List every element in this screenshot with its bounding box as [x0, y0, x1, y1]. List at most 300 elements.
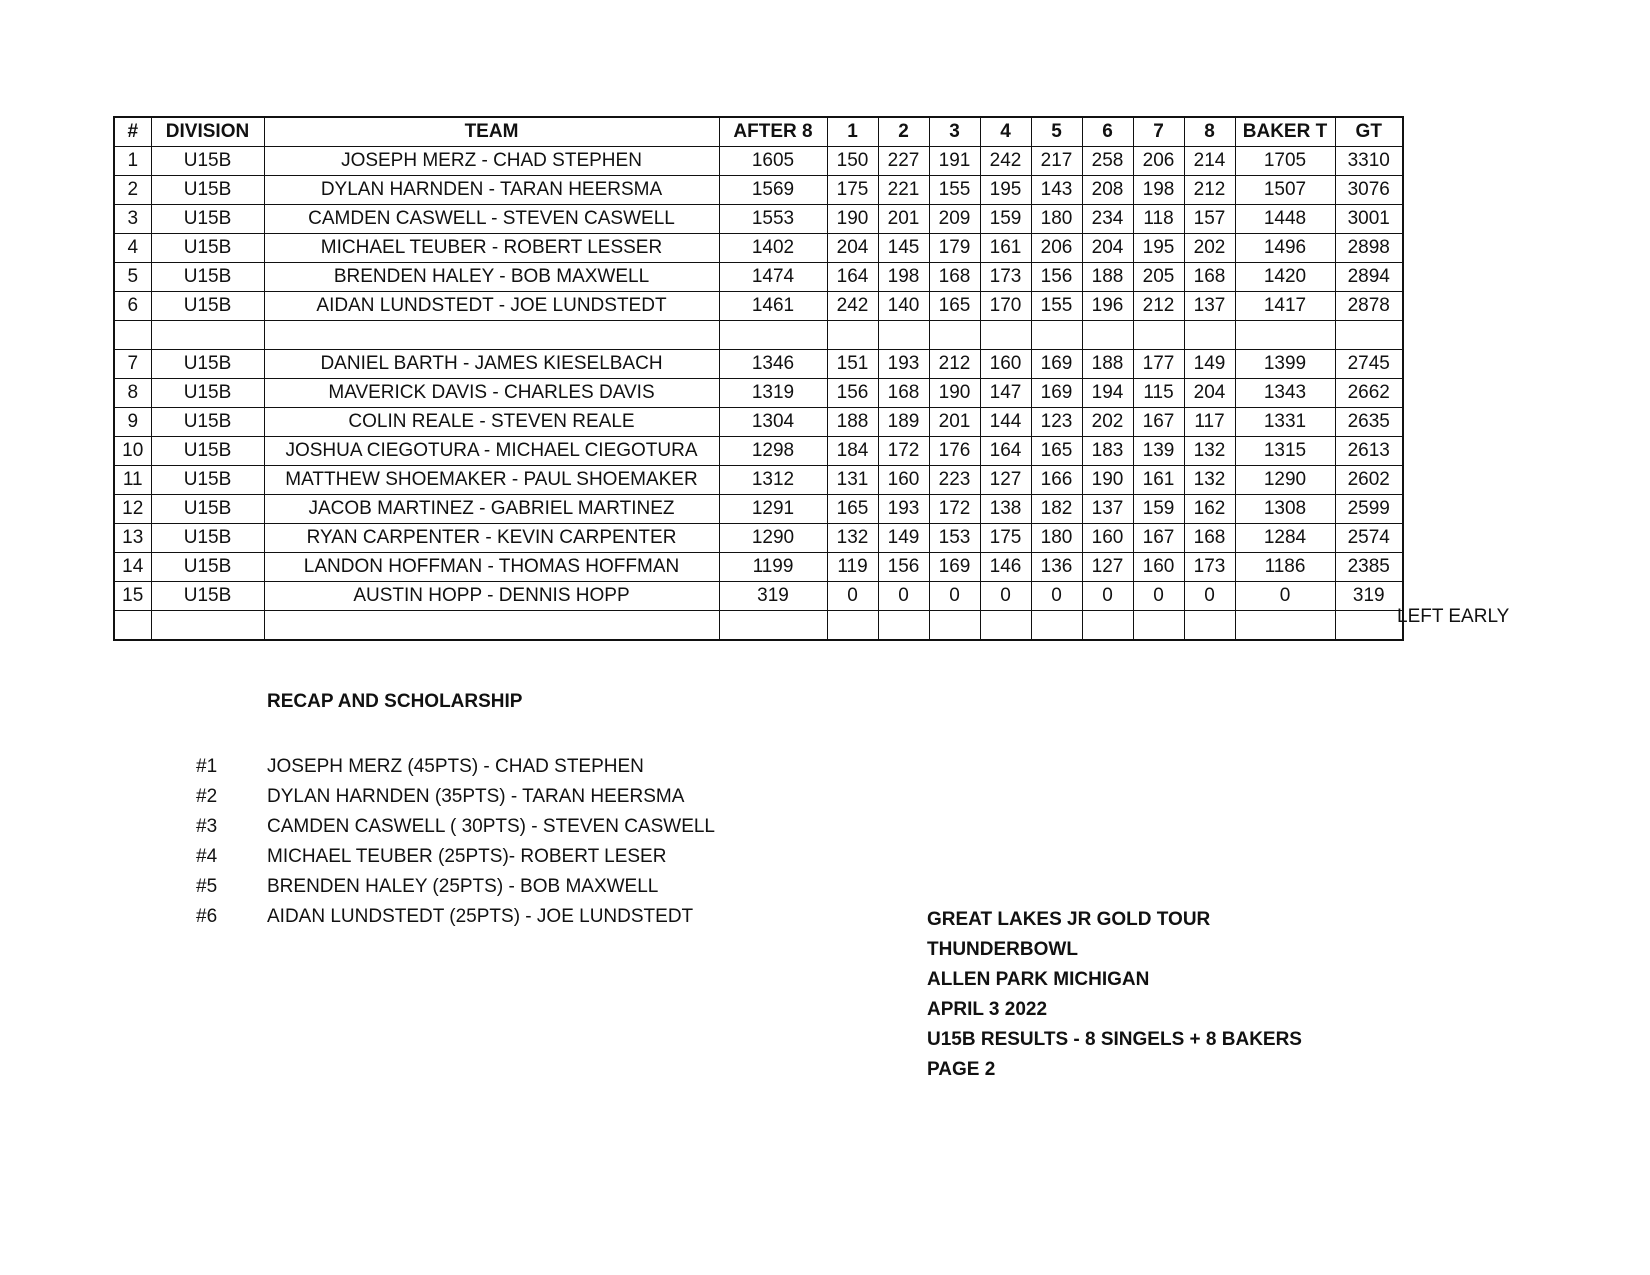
table-cell: 193 [878, 495, 929, 524]
table-cell: 205 [1133, 263, 1184, 292]
recap-item [196, 752, 715, 782]
table-cell: 1284 [1235, 524, 1335, 553]
table-cell: 165 [827, 495, 878, 524]
recap-title: RECAP AND SCHOLARSHIP [267, 691, 523, 712]
table-cell: 149 [878, 524, 929, 553]
table-cell [980, 321, 1031, 350]
table-cell: 6 [114, 292, 151, 321]
table-cell: 7 [114, 350, 151, 379]
table-cell: 2894 [1335, 263, 1403, 292]
table-cell: 190 [827, 205, 878, 234]
table-cell: 167 [1133, 408, 1184, 437]
table-cell: 161 [1133, 466, 1184, 495]
table-cell: 173 [980, 263, 1031, 292]
table-cell: 168 [878, 379, 929, 408]
table-cell: 117 [1184, 408, 1235, 437]
table-cell: 149 [1184, 350, 1235, 379]
recap-rank: #2 [196, 786, 218, 807]
table-row [114, 611, 1403, 641]
table-cell: U15B [151, 176, 264, 205]
recap-rank: #5 [196, 876, 218, 897]
table-cell: 188 [1082, 263, 1133, 292]
table-cell: 157 [1184, 205, 1235, 234]
table-cell: 123 [1031, 408, 1082, 437]
table-cell: 206 [1031, 234, 1082, 263]
table-cell [980, 611, 1031, 641]
column-header: # [114, 117, 151, 147]
table-cell: 1474 [719, 263, 827, 292]
table-cell: 172 [878, 437, 929, 466]
table-cell: 1705 [1235, 147, 1335, 176]
table-cell: 2599 [1335, 495, 1403, 524]
table-cell: 143 [1031, 176, 1082, 205]
table-cell: 1298 [719, 437, 827, 466]
table-cell: 169 [929, 553, 980, 582]
table-cell: 156 [1031, 263, 1082, 292]
column-header: 6 [1082, 117, 1133, 147]
table-cell [1335, 321, 1403, 350]
table-cell: 162 [1184, 495, 1235, 524]
table-cell: 2602 [1335, 466, 1403, 495]
table-cell: 202 [1184, 234, 1235, 263]
column-header: DIVISION [151, 117, 264, 147]
table-cell [827, 321, 878, 350]
table-row [114, 205, 1403, 234]
table-row [114, 495, 1403, 524]
table-cell: 139 [1133, 437, 1184, 466]
table-cell [1335, 611, 1403, 641]
table-cell: 190 [1082, 466, 1133, 495]
table-cell: 3 [114, 205, 151, 234]
table-cell: 160 [980, 350, 1031, 379]
table-cell: U15B [151, 292, 264, 321]
recap-item [196, 842, 715, 872]
table-cell: 1186 [1235, 553, 1335, 582]
table-cell: 184 [827, 437, 878, 466]
table-cell: 1496 [1235, 234, 1335, 263]
table-cell: 137 [1184, 292, 1235, 321]
table-cell [878, 611, 929, 641]
table-cell: 155 [1031, 292, 1082, 321]
table-cell: 167 [1133, 524, 1184, 553]
table-cell: 234 [1082, 205, 1133, 234]
recap-text: DYLAN HARNDEN (35PTS) - TARAN HEERSMA [267, 786, 685, 807]
table-cell [1133, 321, 1184, 350]
table-row [114, 437, 1403, 466]
table-cell: 242 [980, 147, 1031, 176]
table-cell: 170 [980, 292, 1031, 321]
table-row [114, 466, 1403, 495]
table-cell: 1448 [1235, 205, 1335, 234]
table-cell: 0 [1184, 582, 1235, 611]
table-cell: 127 [1082, 553, 1133, 582]
table-cell: 2 [114, 176, 151, 205]
table-cell: 165 [1031, 437, 1082, 466]
table-cell: 1 [114, 147, 151, 176]
table-cell: 147 [980, 379, 1031, 408]
table-cell: 160 [878, 466, 929, 495]
table-cell: 195 [1133, 234, 1184, 263]
table-cell: 1290 [719, 524, 827, 553]
table-cell [1235, 321, 1335, 350]
table-cell: 0 [1133, 582, 1184, 611]
table-cell: 159 [1133, 495, 1184, 524]
table-cell: 214 [1184, 147, 1235, 176]
table-cell: 1461 [719, 292, 827, 321]
table-row [114, 234, 1403, 263]
table-cell: 3076 [1335, 176, 1403, 205]
column-header: AFTER 8 [719, 117, 827, 147]
table-cell: 319 [719, 582, 827, 611]
table-cell: 161 [980, 234, 1031, 263]
recap-text: AIDAN LUNDSTEDT (25PTS) - JOE LUNDSTEDT [267, 906, 694, 927]
table-row [114, 524, 1403, 553]
table-cell: 166 [1031, 466, 1082, 495]
table-cell: 156 [878, 553, 929, 582]
table-cell: 176 [929, 437, 980, 466]
table-cell: 153 [929, 524, 980, 553]
table-cell: 150 [827, 147, 878, 176]
table-cell: 168 [1184, 263, 1235, 292]
column-header: 4 [980, 117, 1031, 147]
table-cell: U15B [151, 524, 264, 553]
table-cell: 180 [1031, 524, 1082, 553]
table-cell: JACOB MARTINEZ - GABRIEL MARTINEZ [264, 495, 719, 524]
table-cell: 15 [114, 582, 151, 611]
table-cell: U15B [151, 408, 264, 437]
table-cell: 131 [827, 466, 878, 495]
column-header: TEAM [264, 117, 719, 147]
recap-text: MICHAEL TEUBER (25PTS)- ROBERT LESER [267, 846, 667, 867]
table-cell: 0 [878, 582, 929, 611]
table-cell: 115 [1133, 379, 1184, 408]
column-header: 3 [929, 117, 980, 147]
table-cell [878, 321, 929, 350]
table-cell [1184, 321, 1235, 350]
table-cell: 1319 [719, 379, 827, 408]
table-cell: U15B [151, 553, 264, 582]
recap-rank: #3 [196, 816, 218, 837]
event-info-line: THUNDERBOWL [927, 939, 1078, 960]
table-cell: 11 [114, 466, 151, 495]
table-cell: 168 [929, 263, 980, 292]
table-cell: 1308 [1235, 495, 1335, 524]
table-cell: 1343 [1235, 379, 1335, 408]
table-cell: 1605 [719, 147, 827, 176]
table-cell: 191 [929, 147, 980, 176]
table-cell: AIDAN LUNDSTEDT - JOE LUNDSTEDT [264, 292, 719, 321]
table-cell [827, 611, 878, 641]
table-cell: U15B [151, 495, 264, 524]
table-cell [719, 321, 827, 350]
table-cell [1082, 321, 1133, 350]
table-header-row [114, 117, 1403, 147]
table-row [114, 582, 1403, 611]
column-header: 2 [878, 117, 929, 147]
table-cell: 188 [1082, 350, 1133, 379]
table-cell: 175 [980, 524, 1031, 553]
table-cell: MICHAEL TEUBER - ROBERT LESSER [264, 234, 719, 263]
table-cell [1235, 611, 1335, 641]
column-header: 5 [1031, 117, 1082, 147]
recap-item [196, 902, 715, 932]
table-cell: 1569 [719, 176, 827, 205]
column-header: 7 [1133, 117, 1184, 147]
table-cell: 258 [1082, 147, 1133, 176]
table-cell: U15B [151, 147, 264, 176]
recap-item [196, 872, 715, 902]
table-cell: 204 [827, 234, 878, 263]
recap-text: JOSEPH MERZ (45PTS) - CHAD STEPHEN [267, 756, 644, 777]
table-cell: CAMDEN CASWELL - STEVEN CASWELL [264, 205, 719, 234]
table-cell: U15B [151, 379, 264, 408]
table-cell: 1315 [1235, 437, 1335, 466]
table-cell [114, 321, 151, 350]
table-cell: 9 [114, 408, 151, 437]
table-cell: U15B [151, 582, 264, 611]
table-cell: 132 [827, 524, 878, 553]
table-cell [151, 321, 264, 350]
table-cell: 194 [1082, 379, 1133, 408]
table-cell: U15B [151, 466, 264, 495]
table-cell: 2662 [1335, 379, 1403, 408]
table-row [114, 321, 1403, 350]
table-cell: 0 [1031, 582, 1082, 611]
table-cell: 1507 [1235, 176, 1335, 205]
table-cell: 221 [878, 176, 929, 205]
table-cell: 136 [1031, 553, 1082, 582]
recap-rank: #1 [196, 756, 218, 777]
table-cell [264, 611, 719, 641]
table-cell: 2635 [1335, 408, 1403, 437]
table-row [114, 176, 1403, 205]
event-info-line: APRIL 3 2022 [927, 999, 1048, 1020]
table-cell: 198 [1133, 176, 1184, 205]
table-cell: 198 [878, 263, 929, 292]
table-cell: 180 [1031, 205, 1082, 234]
table-cell: 188 [827, 408, 878, 437]
table-cell: 189 [878, 408, 929, 437]
table-cell: 0 [1082, 582, 1133, 611]
table-cell: 132 [1184, 437, 1235, 466]
recap-item [196, 782, 715, 812]
table-cell: 151 [827, 350, 878, 379]
table-cell: COLIN REALE - STEVEN REALE [264, 408, 719, 437]
table-cell: 118 [1133, 205, 1184, 234]
table-cell: 8 [114, 379, 151, 408]
table-cell [929, 611, 980, 641]
table-cell: 195 [980, 176, 1031, 205]
table-cell: 1420 [1235, 263, 1335, 292]
table-cell: 1346 [719, 350, 827, 379]
table-cell: 227 [878, 147, 929, 176]
table-cell: U15B [151, 234, 264, 263]
table-cell [1082, 611, 1133, 641]
table-cell: 1402 [719, 234, 827, 263]
table-cell: 242 [827, 292, 878, 321]
table-body [114, 147, 1403, 641]
table-row [114, 350, 1403, 379]
table-cell: 12 [114, 495, 151, 524]
table-cell: 3310 [1335, 147, 1403, 176]
table-cell: 169 [1031, 350, 1082, 379]
table-cell: 138 [980, 495, 1031, 524]
table-cell: 1199 [719, 553, 827, 582]
table-cell: 1290 [1235, 466, 1335, 495]
event-info-line: GREAT LAKES JR GOLD TOUR [927, 909, 1211, 930]
table-cell: 204 [1082, 234, 1133, 263]
table-cell: 156 [827, 379, 878, 408]
event-info-line: PAGE 2 [927, 1059, 996, 1080]
table-cell: 193 [878, 350, 929, 379]
table-cell: 173 [1184, 553, 1235, 582]
table-cell: 177 [1133, 350, 1184, 379]
table-cell: 201 [878, 205, 929, 234]
table-cell: 168 [1184, 524, 1235, 553]
table-cell: 2574 [1335, 524, 1403, 553]
table-cell: AUSTIN HOPP - DENNIS HOPP [264, 582, 719, 611]
table-cell: 3001 [1335, 205, 1403, 234]
table-cell: 1417 [1235, 292, 1335, 321]
left-early-note: LEFT EARLY [1397, 606, 1510, 627]
table-row [114, 553, 1403, 582]
table-cell [264, 321, 719, 350]
table-cell: 1291 [719, 495, 827, 524]
table-cell [1031, 321, 1082, 350]
recap-list [196, 752, 715, 932]
table-cell: 10 [114, 437, 151, 466]
table-cell: DYLAN HARNDEN - TARAN HEERSMA [264, 176, 719, 205]
table-cell [151, 611, 264, 641]
recap-text: CAMDEN CASWELL ( 30PTS) - STEVEN CASWELL [267, 816, 716, 837]
table-cell: RYAN CARPENTER - KEVIN CARPENTER [264, 524, 719, 553]
table-cell: LANDON HOFFMAN - THOMAS HOFFMAN [264, 553, 719, 582]
table-cell [114, 611, 151, 641]
table-cell: 144 [980, 408, 1031, 437]
table-cell: 319 [1335, 582, 1403, 611]
table-cell: 0 [929, 582, 980, 611]
table-cell: 160 [1133, 553, 1184, 582]
table-cell: 119 [827, 553, 878, 582]
table-row [114, 292, 1403, 321]
table-cell [719, 611, 827, 641]
table-cell: 2898 [1335, 234, 1403, 263]
table-row [114, 408, 1403, 437]
table-cell: 140 [878, 292, 929, 321]
table-cell: 1304 [719, 408, 827, 437]
table-cell: 2385 [1335, 553, 1403, 582]
table-cell: 14 [114, 553, 151, 582]
table-cell: BRENDEN HALEY - BOB MAXWELL [264, 263, 719, 292]
table-cell: 164 [827, 263, 878, 292]
table-row [114, 379, 1403, 408]
table-cell: 0 [980, 582, 1031, 611]
table-cell: 155 [929, 176, 980, 205]
table-cell: 217 [1031, 147, 1082, 176]
table-cell: 164 [980, 437, 1031, 466]
table-cell: MATTHEW SHOEMAKER - PAUL SHOEMAKER [264, 466, 719, 495]
event-info [927, 905, 1302, 1085]
table-cell: 1399 [1235, 350, 1335, 379]
table-cell: 204 [1184, 379, 1235, 408]
table-cell: 201 [929, 408, 980, 437]
column-header: BAKER T [1235, 117, 1335, 147]
table-cell: 1331 [1235, 408, 1335, 437]
table-cell: JOSEPH MERZ - CHAD STEPHEN [264, 147, 719, 176]
recap-text: BRENDEN HALEY (25PTS) - BOB MAXWELL [267, 876, 659, 897]
table-cell: 208 [1082, 176, 1133, 205]
table-cell: 212 [929, 350, 980, 379]
table-cell: 212 [1133, 292, 1184, 321]
table-cell: 2878 [1335, 292, 1403, 321]
column-header: 1 [827, 117, 878, 147]
column-header: 8 [1184, 117, 1235, 147]
table-cell: U15B [151, 350, 264, 379]
table-cell: 175 [827, 176, 878, 205]
table-cell: 2613 [1335, 437, 1403, 466]
table-cell: 212 [1184, 176, 1235, 205]
table-cell: 223 [929, 466, 980, 495]
recap-rank: #4 [196, 846, 218, 867]
table-cell: 159 [980, 205, 1031, 234]
table-cell: U15B [151, 437, 264, 466]
table-cell: 13 [114, 524, 151, 553]
table-cell: 137 [1082, 495, 1133, 524]
table-cell: 169 [1031, 379, 1082, 408]
event-info-line: ALLEN PARK MICHIGAN [927, 969, 1150, 990]
table-cell: 145 [878, 234, 929, 263]
table-cell: 183 [1082, 437, 1133, 466]
table-row [114, 147, 1403, 176]
table-cell: 172 [929, 495, 980, 524]
table-cell: 190 [929, 379, 980, 408]
table-cell: 0 [1235, 582, 1335, 611]
table-cell: U15B [151, 205, 264, 234]
table-cell: 4 [114, 234, 151, 263]
table-cell: JOSHUA CIEGOTURA - MICHAEL CIEGOTURA [264, 437, 719, 466]
table-cell [1184, 611, 1235, 641]
table-cell: 202 [1082, 408, 1133, 437]
table-cell: 127 [980, 466, 1031, 495]
table-cell: U15B [151, 263, 264, 292]
table-cell: 1553 [719, 205, 827, 234]
column-header: GT [1335, 117, 1403, 147]
table-cell: 179 [929, 234, 980, 263]
results-table [113, 116, 1404, 641]
table-cell [1031, 611, 1082, 641]
table-cell: 196 [1082, 292, 1133, 321]
table-cell: 160 [1082, 524, 1133, 553]
table-cell: MAVERICK DAVIS - CHARLES DAVIS [264, 379, 719, 408]
recap-rank: #6 [196, 906, 218, 927]
table-cell: 2745 [1335, 350, 1403, 379]
table-cell: 146 [980, 553, 1031, 582]
table-cell: DANIEL BARTH - JAMES KIESELBACH [264, 350, 719, 379]
table-cell: 5 [114, 263, 151, 292]
table-cell: 206 [1133, 147, 1184, 176]
table-cell: 209 [929, 205, 980, 234]
table-row [114, 263, 1403, 292]
table-cell: 165 [929, 292, 980, 321]
table-cell [929, 321, 980, 350]
table-cell: 1312 [719, 466, 827, 495]
table-cell: 132 [1184, 466, 1235, 495]
table-cell [1133, 611, 1184, 641]
table-cell: 0 [827, 582, 878, 611]
table-cell: 182 [1031, 495, 1082, 524]
recap-item [196, 812, 715, 842]
event-info-line: U15B RESULTS - 8 SINGELS + 8 BAKERS [927, 1029, 1302, 1050]
